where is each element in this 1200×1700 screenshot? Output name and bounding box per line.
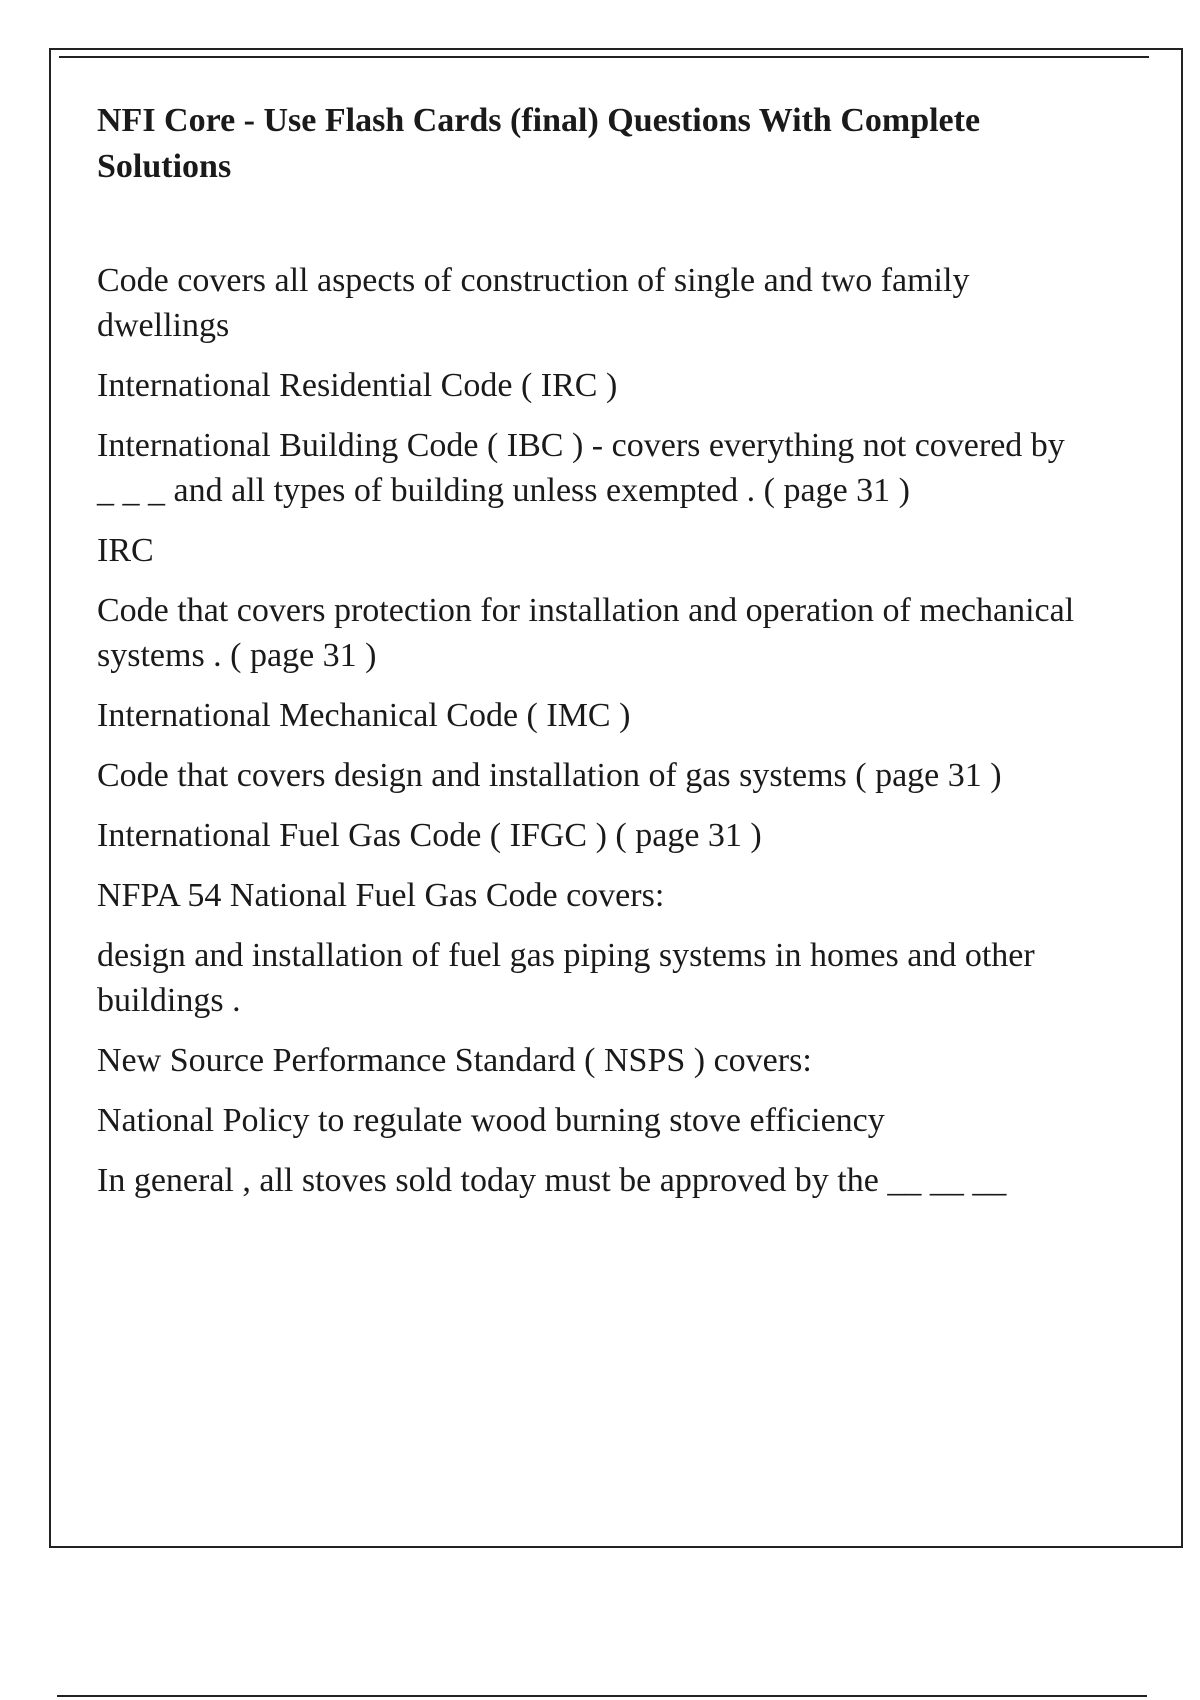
flashcard-question: Code covers all aspects of construction of single and two family dwellings bbox=[97, 262, 978, 344]
top-rule bbox=[59, 56, 1149, 58]
flashcard-question: International Building Code ( IBC ) - covers everything not covered by _ _ _ and all types of building unless exempted . ( page 31 ) bbox=[97, 427, 1074, 509]
flashcard-answer: design and installation of fuel gas piping systems in homes and other buildings . bbox=[97, 937, 1044, 1019]
document-title: NFI Core - Use Flash Cards (final) Questions With Complete Solutions bbox=[97, 102, 981, 185]
bottom-rule bbox=[57, 1695, 1147, 1697]
document-content bbox=[97, 98, 1087, 1218]
flashcard-question: Code that covers protection for installation and operation of mechanical systems . ( page 31 ) bbox=[97, 592, 1083, 674]
flashcard-answer: International Fuel Gas Code ( IFGC ) ( page 31 ) bbox=[97, 817, 762, 854]
flashcard-question: In general , all stoves sold today must be approved by the __ __ __ bbox=[97, 1162, 1007, 1199]
flashcard-question: New Source Performance Standard ( NSPS ) covers: bbox=[97, 1042, 812, 1079]
flashcard-list bbox=[97, 258, 1087, 1203]
flashcard-answer: National Policy to regulate wood burning stove efficiency bbox=[97, 1102, 885, 1139]
flashcard-question: Code that covers design and installation of gas systems ( page 31 ) bbox=[97, 757, 1002, 794]
flashcard-answer: IRC bbox=[97, 532, 154, 569]
flashcard-answer: International Residential Code ( IRC ) bbox=[97, 367, 618, 404]
flashcard-question: NFPA 54 National Fuel Gas Code covers: bbox=[97, 877, 665, 914]
flashcard-answer: International Mechanical Code ( IMC ) bbox=[97, 697, 631, 734]
